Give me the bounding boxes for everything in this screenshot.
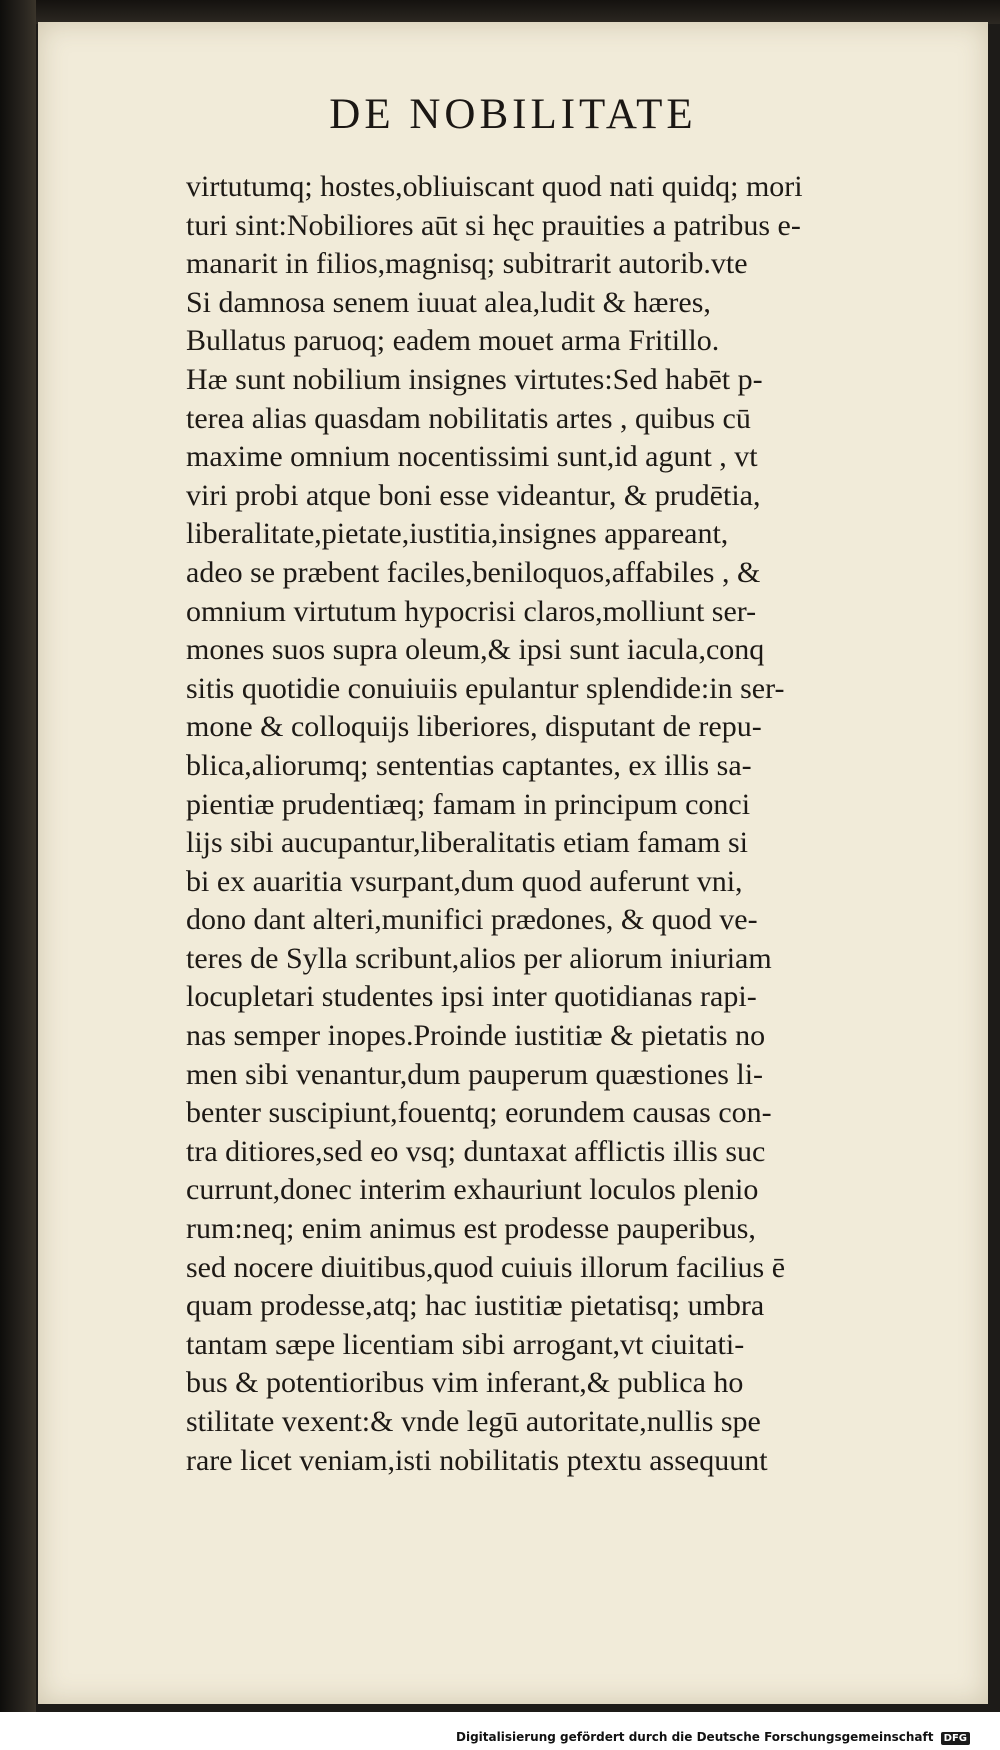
- text-line: locupletari studentes ipsi inter quotidianas rapi-: [186, 980, 757, 1014]
- text-line: sed nocere diuitibus,quod cuiuis illorum facilius ē: [186, 1250, 786, 1284]
- text-line: benter suscipiunt,fouentq; eorundem causas con-: [186, 1096, 772, 1130]
- text-line: nas semper inopes.Proinde iustitiæ & pietatis no: [186, 1019, 766, 1053]
- text-line: Si damnosa senem iuuat alea,ludit & hæres,: [186, 285, 711, 319]
- text-line: terea alias quasdam nobilitatis artes , quibus cū: [186, 401, 751, 435]
- text-line: turi sint:Nobiliores aūt si hęc prauities a patribus e-: [186, 208, 801, 242]
- text-line: Hæ sunt nobilium insignes virtutes:Sed habēt p-: [186, 362, 763, 396]
- text-line: dono dant alteri,munifici prædones, & quod ve-: [186, 903, 758, 937]
- text-line: teres de Sylla scribunt,alios per aliorum iniuriam: [186, 941, 772, 975]
- text-line: omnium virtutum hypocrisi claros,molliunt ser-: [186, 594, 757, 628]
- text-line: bus & potentioribus vim inferant,& publica ho: [186, 1366, 744, 1400]
- running-head: DE NOBILITATE: [329, 91, 697, 138]
- text-block: [186, 168, 996, 1480]
- text-line: liberalitate,pietate,iustitia,insignes appareant,: [186, 517, 729, 551]
- digitization-credit: [456, 1730, 970, 1745]
- text-line: rum:neq; enim animus est prodesse pauperibus,: [186, 1212, 756, 1246]
- text-line: men sibi venantur,dum pauperum quæstiones li-: [186, 1057, 764, 1091]
- text-line: mone & colloquijs liberiores, disputant de repu-: [186, 710, 762, 744]
- text-line: tantam sæpe licentiam sibi arrogant,vt ciuitati-: [186, 1327, 745, 1361]
- text-line: manarit in filios,magnisq; subitrarit autorib.vte: [186, 247, 748, 281]
- text-line: adeo se præbent faciles,beniloquos,affabiles , &: [186, 555, 761, 589]
- text-line: currunt,donec interim exhauriunt loculos plenio: [186, 1173, 759, 1207]
- text-line: quam prodesse,atq; hac iustitiæ pietatisq; umbra: [186, 1289, 765, 1323]
- dfg-logo: DFG: [941, 1732, 970, 1745]
- text-line: mones suos supra oleum,& ipsi sunt iacula,conq: [186, 633, 765, 667]
- text-line: blica,aliorumq; sententias captantes, ex illis sa-: [186, 748, 752, 782]
- text-line: bi ex auaritia vsurpant,dum quod auferunt vni,: [186, 864, 743, 898]
- text-line: viri probi atque boni esse videantur, & prudētia,: [186, 478, 761, 512]
- text-line: tra ditiores,sed eo vsq; duntaxat afflictis illis suc: [186, 1134, 766, 1168]
- text-line: sitis quotidie conuiuiis epulantur splendide:in ser-: [186, 671, 785, 705]
- book-top-edge: [36, 0, 1000, 24]
- text-line: virtutumq; hostes,obliuiscant quod nati quidq; mori: [186, 170, 803, 203]
- text-line: maxime omnium nocentissimi sunt,id agunt , vt: [186, 440, 758, 474]
- book-page: [38, 22, 988, 1704]
- credit-text: Digitalisierung gefördert durch die Deutsche Forschungsgemeinschaft: [456, 1730, 934, 1744]
- book-spine-edge: [0, 0, 36, 1750]
- text-line: pientiæ prudentiæq; famam in principum conci: [186, 787, 751, 821]
- text-line: Bullatus paruoq; eadem mouet arma Fritillo.: [186, 324, 720, 358]
- text-line: rare licet veniam,isti nobilitatis ptextu assequunt: [186, 1443, 768, 1477]
- text-line: lijs sibi aucupantur,liberalitatis etiam famam si: [186, 826, 748, 860]
- text-line: stilitate vexent:& vnde legū autoritate,nullis spe: [186, 1405, 761, 1438]
